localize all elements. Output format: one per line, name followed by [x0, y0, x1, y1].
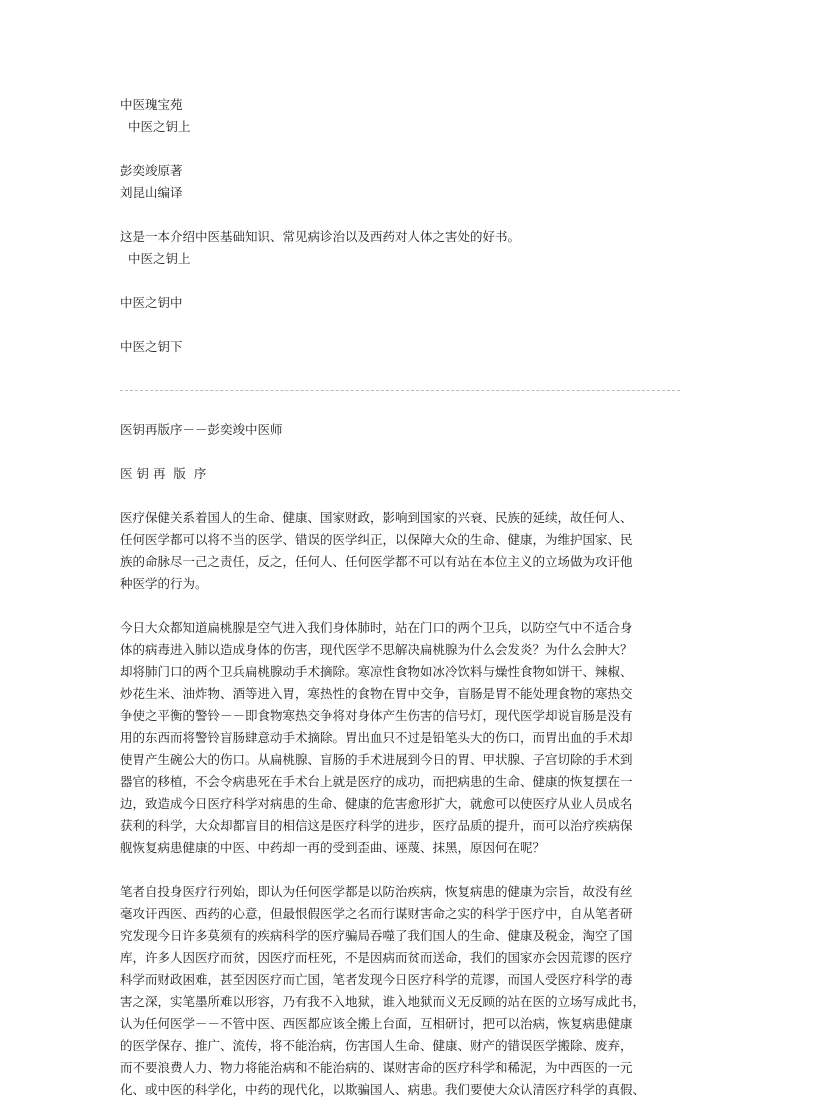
paragraph-line: 库，许多人因医疗而贫，因医疗而枉死，不是因病而贫而送命，我们的国家亦会因荒谬的医疗 [120, 950, 633, 965]
paragraph-line: 使胃产生碗公大的伤口。从扁桃腺、盲肠的手术进展到今日的胃、甲状腺、子宫切除的手术到 [120, 752, 633, 767]
paragraph-line: 医疗保健关系着国人的生命、健康、国家财政，影响到国家的兴衰、民族的延续，故任何人、 [120, 510, 633, 525]
editor-line: 刘昆山编译 [120, 185, 183, 200]
paragraph-line: 用的东西而将警铃盲肠肆意动手术摘除。胃出血只不过是铅笔头大的伤口，而胃出血的手术却 [120, 730, 633, 745]
paragraph-line: 却将肺门口的两个卫兵扁桃腺动手术摘除。寒凉性食物如冰冷饮料与燥性食物如饼干、辣椒、 [120, 664, 633, 679]
paragraph-line: 今日大众都知道扁桃腺是空气进入我们身体肺时，站在门口的两个卫兵，以防空气中不适合身 [120, 620, 633, 635]
paragraph-line: 究发现今日许多莫须有的疾病科学的医疗骗局吞噬了我们国人的生命、健康及税金，淘空了国 [120, 928, 633, 943]
preface-title: 医钥再版序－－彭奕竣中医师 [120, 422, 283, 437]
paragraph-line: 争使之平衡的警铃－－即食物寒热交争将对身体产生伤害的信号灯，现代医学却说盲肠是没有 [120, 708, 633, 723]
paragraph-line: 认为任何医学－－不管中医、西医都应该全搬上台面，互相研讨，把可以治病，恢复病患健康 [120, 1016, 633, 1031]
site-title-link[interactable]: 中医瑰宝苑 [120, 97, 183, 112]
paragraph-line: 化、或中医的科学化，中药的现代化，以欺骗国人、病患。我们要使大众认清医疗科学的真假、 [120, 1082, 646, 1097]
author-line: 彭奕竣原著 [120, 163, 183, 178]
book-link-upper[interactable]: 中医之钥上 [120, 119, 191, 134]
paragraph-line: 毫攻讦西医、西药的心意，但最恨假医学之名而行谋财害命之实的科学于医疗中，自从笔者研 [120, 906, 633, 921]
preface-paragraph-2 [120, 617, 702, 859]
paragraph-line: 边，致造成今日医疗科学对病患的生命、健康的危害愈形扩大，就愈可以使医疗从业人员成名 [120, 796, 633, 811]
paragraph-line: 炒花生米、油炸物、酒等进入胃，寒热性的食物在胃中交争，盲肠是胃不能处理食物的寒热交 [120, 686, 633, 701]
paragraph-line: 获利的科学，大众却都盲目的相信这是医疗科学的进步，医疗品质的提升，而可以治疗疾病保 [120, 818, 633, 833]
paragraph-line: 器官的移植，不会令病患死在手术台上就是医疗的成功，而把病患的生命、健康的恢复摆在一 [120, 774, 633, 789]
paragraph-line: 而不要浪费人力、物力将能治病和不能治病的、谋财害命的医疗科学和稀泥，为中西医的一元 [120, 1060, 633, 1075]
paragraph-line: 害之深，实笔墨所难以形容，乃有我不入地狱，谁入地狱而义无反顾的站在医的立场写成此书， [120, 994, 646, 1009]
paragraph-line: 笔者自投身医疗行列始，即认为任何医学都是以防治疾病，恢复病患的健康为宗旨，故没有丝 [120, 884, 633, 899]
paragraph-line: 任何医学都可以将不当的医学、错误的医学纠正，以保障大众的生命、健康，为维护国家、民 [120, 532, 633, 547]
paragraph-line: 体的病毒进入肺以造成身体的伤害，现代医学不思解决扁桃腺为什么会发炎？为什么会肿大？ [120, 642, 633, 657]
book-summary: 这是一本介绍中医基础知识、常见病诊治以及西药对人体之害处的好书。 [120, 229, 521, 244]
preface-heading: 医 钥 再 版 序 [120, 466, 207, 481]
preface-paragraph-3 [120, 881, 702, 1101]
paragraph-line: 科学而财政困难，甚至因医疗而亡国，笔者发现今日医疗科学的荒谬，而国人受医疗科学的毒 [120, 972, 633, 987]
volume-upper-link[interactable]: 中医之钥上 [120, 251, 191, 266]
document-page [120, 94, 702, 1101]
paragraph-line: 种医学的行为。 [120, 576, 208, 591]
volume-lower-link[interactable]: 中医之钥下 [120, 339, 183, 354]
paragraph-line: 舰恢复病患健康的中医、中药却一再的受到歪曲、诬蔑、抹黑，原因何在呢？ [120, 840, 546, 855]
paragraph-line: 族的命脉尽一己之责任，反之，任何人、任何医学都不可以有站在本位主义的立场做为攻讦他 [120, 554, 633, 569]
volume-middle-link[interactable]: 中医之钥中 [120, 295, 183, 310]
preface-paragraph-1 [120, 507, 702, 595]
paragraph-line: 的医学保存、推广、流传，将不能治病，伤害国人生命、健康、财产的错误医学搬除、废弃， [120, 1038, 633, 1053]
